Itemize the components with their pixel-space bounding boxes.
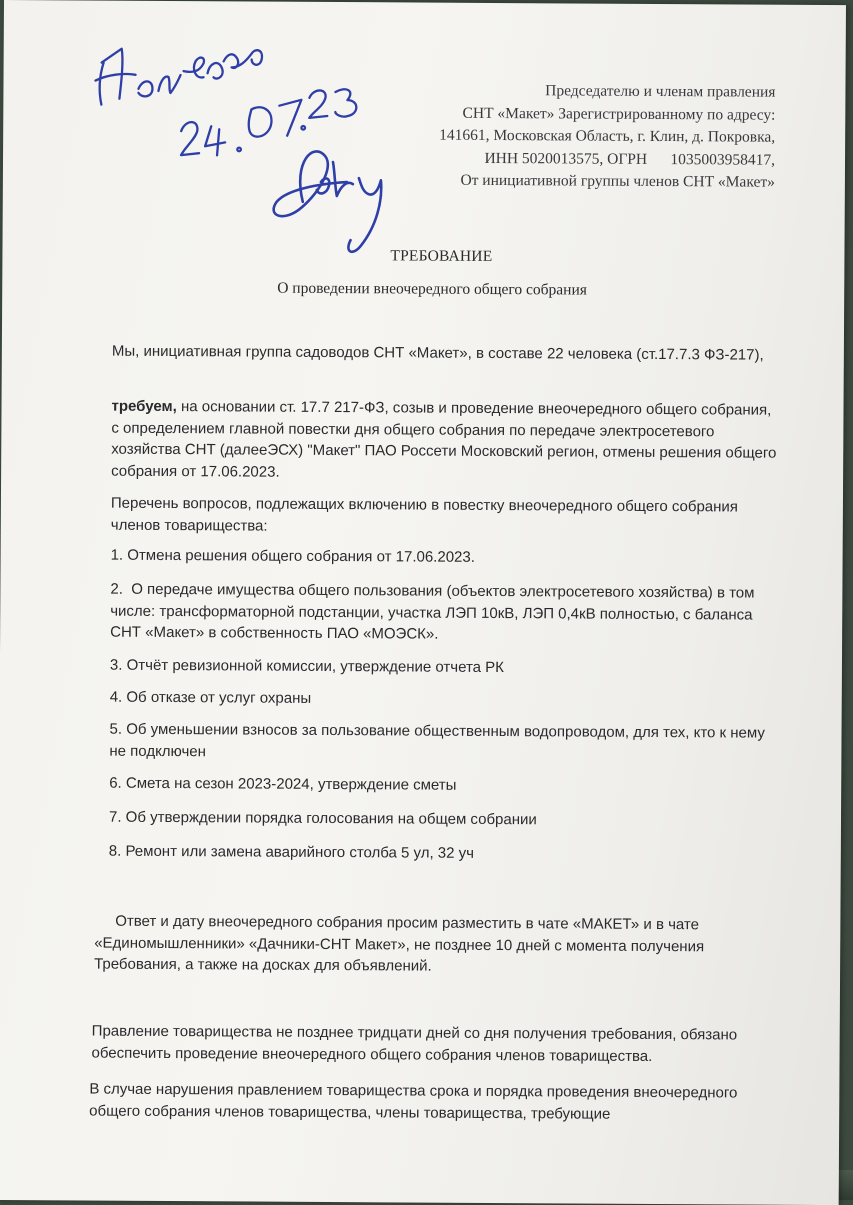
demand-text: на основании ст. 17.7 217-ФЗ, созыв и проведение внеочередного общего собрания, с определением главной повестки дня общего собрания по передаче электросетевого хозяйства СНТ (далееЭСХ) "Макет" ПАО Россети Московский регион, отмены решения общего собрания от 17.06.2023. — [111, 398, 777, 481]
received-note-handwriting — [95, 49, 262, 106]
agenda-item — [111, 545, 781, 571]
signature-handwriting — [273, 151, 381, 252]
agenda-item-text: 7. Об утверждении порядка голосования на общем собрании — [108, 808, 537, 829]
agenda-item — [109, 807, 779, 833]
board-duty-text: Правление товарищества не позднее тридцати дней со дня получения требования, обязано обеспечить проведение внеочередного общего собрания членов товарищества. — [91, 1022, 738, 1065]
demand-paragraph — [111, 396, 782, 486]
agenda-intro: Перечень вопросов, подлежащих включению в повестку внеочередного общего собрания членов товарищества: — [110, 494, 738, 535]
agenda-item — [109, 773, 779, 799]
document-subtitle: О проведении внеочередного общего собрания — [277, 279, 587, 299]
date-handwriting — [181, 88, 356, 156]
agenda-item — [109, 719, 779, 766]
document-title: ТРЕБОВАНИЕ — [390, 247, 493, 265]
board-duty-paragraph — [92, 1021, 782, 1068]
agenda-item — [110, 579, 780, 648]
agenda-intro-paragraph — [111, 493, 781, 540]
response-text: Ответ и дату внеочередного собрания просим разместить в чате «МАКЕТ» и в чате «Единомышленники» «Дачники-СНТ Макет», не позднее 10 дней с момента получения Требования, а также на досках для объявлений. — [94, 912, 709, 975]
addressee-line: Председателю и членам правления — [545, 82, 776, 101]
intro-paragraph — [112, 341, 782, 367]
agenda-item-text: 5. Об уменьшении взносов за пользование общественным водопроводом, для тех, кто к нему не подключен — [109, 720, 765, 760]
agenda-item-text: 4. Об отказе от услуг охраны — [109, 688, 312, 707]
addressee-line: От инициативной группы членов СНТ «Макет» — [460, 171, 775, 191]
intro-text: Мы, инициативная группа садоводов СНТ «Макет», в составе 22 человека (ст.17.7.3 ФЗ-217), — [111, 342, 764, 364]
agenda-item-text: 2. О передаче имущества общего пользования (объектов электросетевого хозяйства) в том числе: трансформаторной подстанции, участка ЛЭП 10кВ, ЛЭП 0,4кВ полностью, с баланса СНТ «Макет» в собственность ПАО «МОЭСК». — [110, 580, 759, 643]
agenda-item — [109, 841, 779, 867]
addressee-block — [439, 80, 776, 195]
response-paragraph — [94, 911, 784, 980]
agenda-item — [110, 687, 780, 713]
agenda-item-text: 1. Отмена решения общего собрания от 17.06.2023. — [110, 546, 475, 566]
agenda-item — [110, 655, 780, 681]
demand-lead: требуем, — [111, 397, 177, 416]
violation-text: В случае нарушения правлением товарищества срока и порядка проведения внеочередного общего собрания членов товарищества, члены товарищества, требующие — [89, 1080, 738, 1123]
agenda-item-text: 8. Ремонт или замена аварийного столба 5 ул, 32 уч — [108, 842, 475, 862]
agenda-item-text: 3. Отчёт ревизионной комиссии, утверждение отчета РК — [109, 656, 504, 677]
addressee-line: 141661, Московская Область, г. Клин, д. Покровка, — [439, 126, 776, 146]
violation-paragraph — [89, 1079, 779, 1126]
addressee-line: СНТ «Макет» Зарегистрированному по адресу: — [462, 104, 776, 124]
addressee-line: ИНН 5020013575, ОГРН 1035003958417, — [484, 149, 776, 169]
agenda-item-text: 6. Смета на сезон 2023-2024, утверждение сметы — [109, 774, 457, 794]
